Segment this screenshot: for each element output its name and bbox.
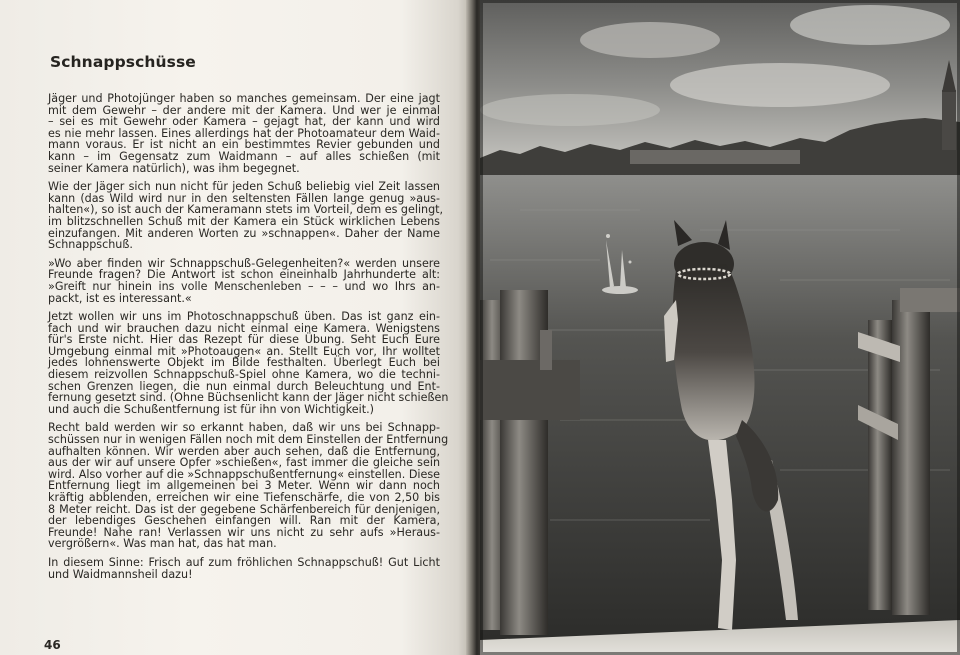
- text-line: Freunde! Nahe ran! Verlassen wir uns nicht zu sehr aufs »Heraus-: [48, 525, 440, 539]
- left-page: [0, 0, 472, 655]
- right-page: [480, 0, 960, 655]
- text-line: Jetzt wollen wir uns im Photoschnappschuß üben. Das ist ganz ein-: [48, 310, 440, 324]
- text-line: Wie der Jäger sich nun nicht für jeden Schuß beliebig viel Zeit lassen: [48, 180, 440, 194]
- paragraph: [48, 310, 449, 416]
- text-line: diesem reizvollen Schnappschuß-Spiel ohne Kamera, wo die techni-: [48, 368, 440, 382]
- text-line: Schnappschuß.: [48, 238, 133, 252]
- text-line: schen Grenzen liegen, die nun einmal durch Beleuchtung und Ent-: [48, 379, 440, 393]
- text-line: packt, ist es interessant.«: [48, 291, 192, 305]
- text-line: es nie mehr lassen. Eines allerdings hat der Photoamateur dem Waid-: [48, 126, 440, 140]
- text-line: Recht bald werden wir so erkannt haben, daß wir uns bei Schnapp-: [48, 421, 440, 435]
- text-line: kann – im Gegensatz zum Waidmann – auf alles schießen (mit: [48, 149, 440, 163]
- text-line: – sei es mit Gewehr oder Kamera – gejagt hat, der kann und wird: [48, 115, 440, 129]
- text-line: einzufangen. Mit anderen Worten zu »schnappen«. Daher der Name: [48, 226, 440, 240]
- text-line: jedes lohnenswerte Objekt im Bilde festhalten. Überlegt Euch bei: [48, 356, 440, 370]
- cloud: [480, 94, 660, 126]
- chapter-title: Schnappschüsse: [50, 53, 196, 71]
- text-line: Umgebung einmal mit »Photoaugen« an. Stellt Euch vor, Ihr wolltet: [48, 344, 440, 358]
- left-rail-top: [540, 330, 552, 370]
- village-houses: [630, 150, 800, 164]
- text-line: »Greift nur hinein ins volle Menschenleben – – – und wo Ihrs an-: [48, 279, 440, 293]
- body-text: [48, 92, 449, 587]
- text-line: Jäger und Photojünger haben so manches gemeinsam. Der eine jagt: [48, 92, 440, 105]
- text-line: schüssen nur in wenigen Fällen noch mit dem Einstellen der Entfernung: [48, 433, 449, 447]
- text-line: fach und wir brauchen dazu nicht einmal eine Kamera. Wenigstens: [48, 321, 440, 335]
- text-line: kräftig abblenden, erreichen wir eine Tiefenschärfe, die von 2,50 bis: [48, 491, 440, 504]
- text-line: im blitzschnellen Schuß mit der Kamera ein Stück wirklichen Lebens: [48, 214, 440, 228]
- text-line: kann (das Wild wird nur in den seltensten Fällen lange genug »aus-: [48, 191, 440, 205]
- text-line: fernung gesetzt sind. (Ohne Büchsenlicht kann der Jäger nicht schießen: [48, 391, 449, 405]
- page-number: 46: [44, 638, 61, 652]
- text-line: für's Erste nicht. Hier das Rezept für diese Übung. Seht Euch Eure: [48, 333, 440, 347]
- text-line: »Wo aber finden wir Schnappschuß-Gelegenheiten?« werden unsere: [48, 256, 440, 270]
- cloud: [580, 22, 720, 58]
- text-line: Freunde fragen? Die Antwort ist schon eineinhalb Jahrhunderte alt:: [48, 268, 440, 282]
- text-line: In diesem Sinne: Frisch auf zum fröhlichen Schnappschuß! Gut Licht: [48, 555, 440, 569]
- text-line: aufhalten können. Wir werden aber auch sehen, daß die Entfernung,: [48, 444, 440, 458]
- text-line: und Waidmannsheil dazu!: [48, 567, 193, 581]
- text-line: wird. Also vorher auf die »Schnappschußentfernung« einstellen. Diese: [48, 467, 441, 481]
- cloud: [790, 5, 950, 45]
- paragraph: [48, 93, 440, 174]
- church-tower: [942, 90, 956, 150]
- paragraph: [48, 557, 440, 580]
- left-rail: [480, 360, 580, 420]
- paragraph: [48, 258, 440, 304]
- text-line: 8 Meter reicht. Das ist der gegebene Schärfenbereich für denjenigen,: [48, 502, 440, 516]
- text-line: und auch die Schußentfernung ist für ihn von Wichtigkeit.): [48, 402, 375, 416]
- text-line: der lebendiges Geschehen einfangen will. Ran mit der Kamera,: [48, 514, 440, 528]
- right-rail: [900, 288, 960, 312]
- paragraph: [48, 421, 449, 551]
- dog-at-lake-photo: [480, 0, 960, 655]
- right-post-inner: [868, 320, 892, 610]
- text-line: mit dem Gewehr – der andere mit der Kamera. Und wer je einmal: [48, 103, 440, 117]
- paragraph: [48, 180, 444, 252]
- text-line: seiner Kamera natürlich), was ihm begegnet.: [48, 161, 300, 175]
- text-line: vergrößern«. Was man hat, das hat man.: [48, 537, 277, 551]
- cloud: [670, 63, 890, 107]
- text-line: Entfernung liegt im allgemeinen bei 3 Meter. Wenn wir dann noch: [48, 479, 440, 493]
- text-line: halten«), so ist auch der Kameramann stets im Vorteil, dem es gelingt,: [48, 203, 444, 217]
- text-line: mann voraus. Er ist nicht an ein bestimmtes Revier gebunden und: [48, 138, 440, 152]
- text-line: aus der wir auf unsere Opfer »schießen«, fast immer die gleiche sein: [48, 456, 440, 470]
